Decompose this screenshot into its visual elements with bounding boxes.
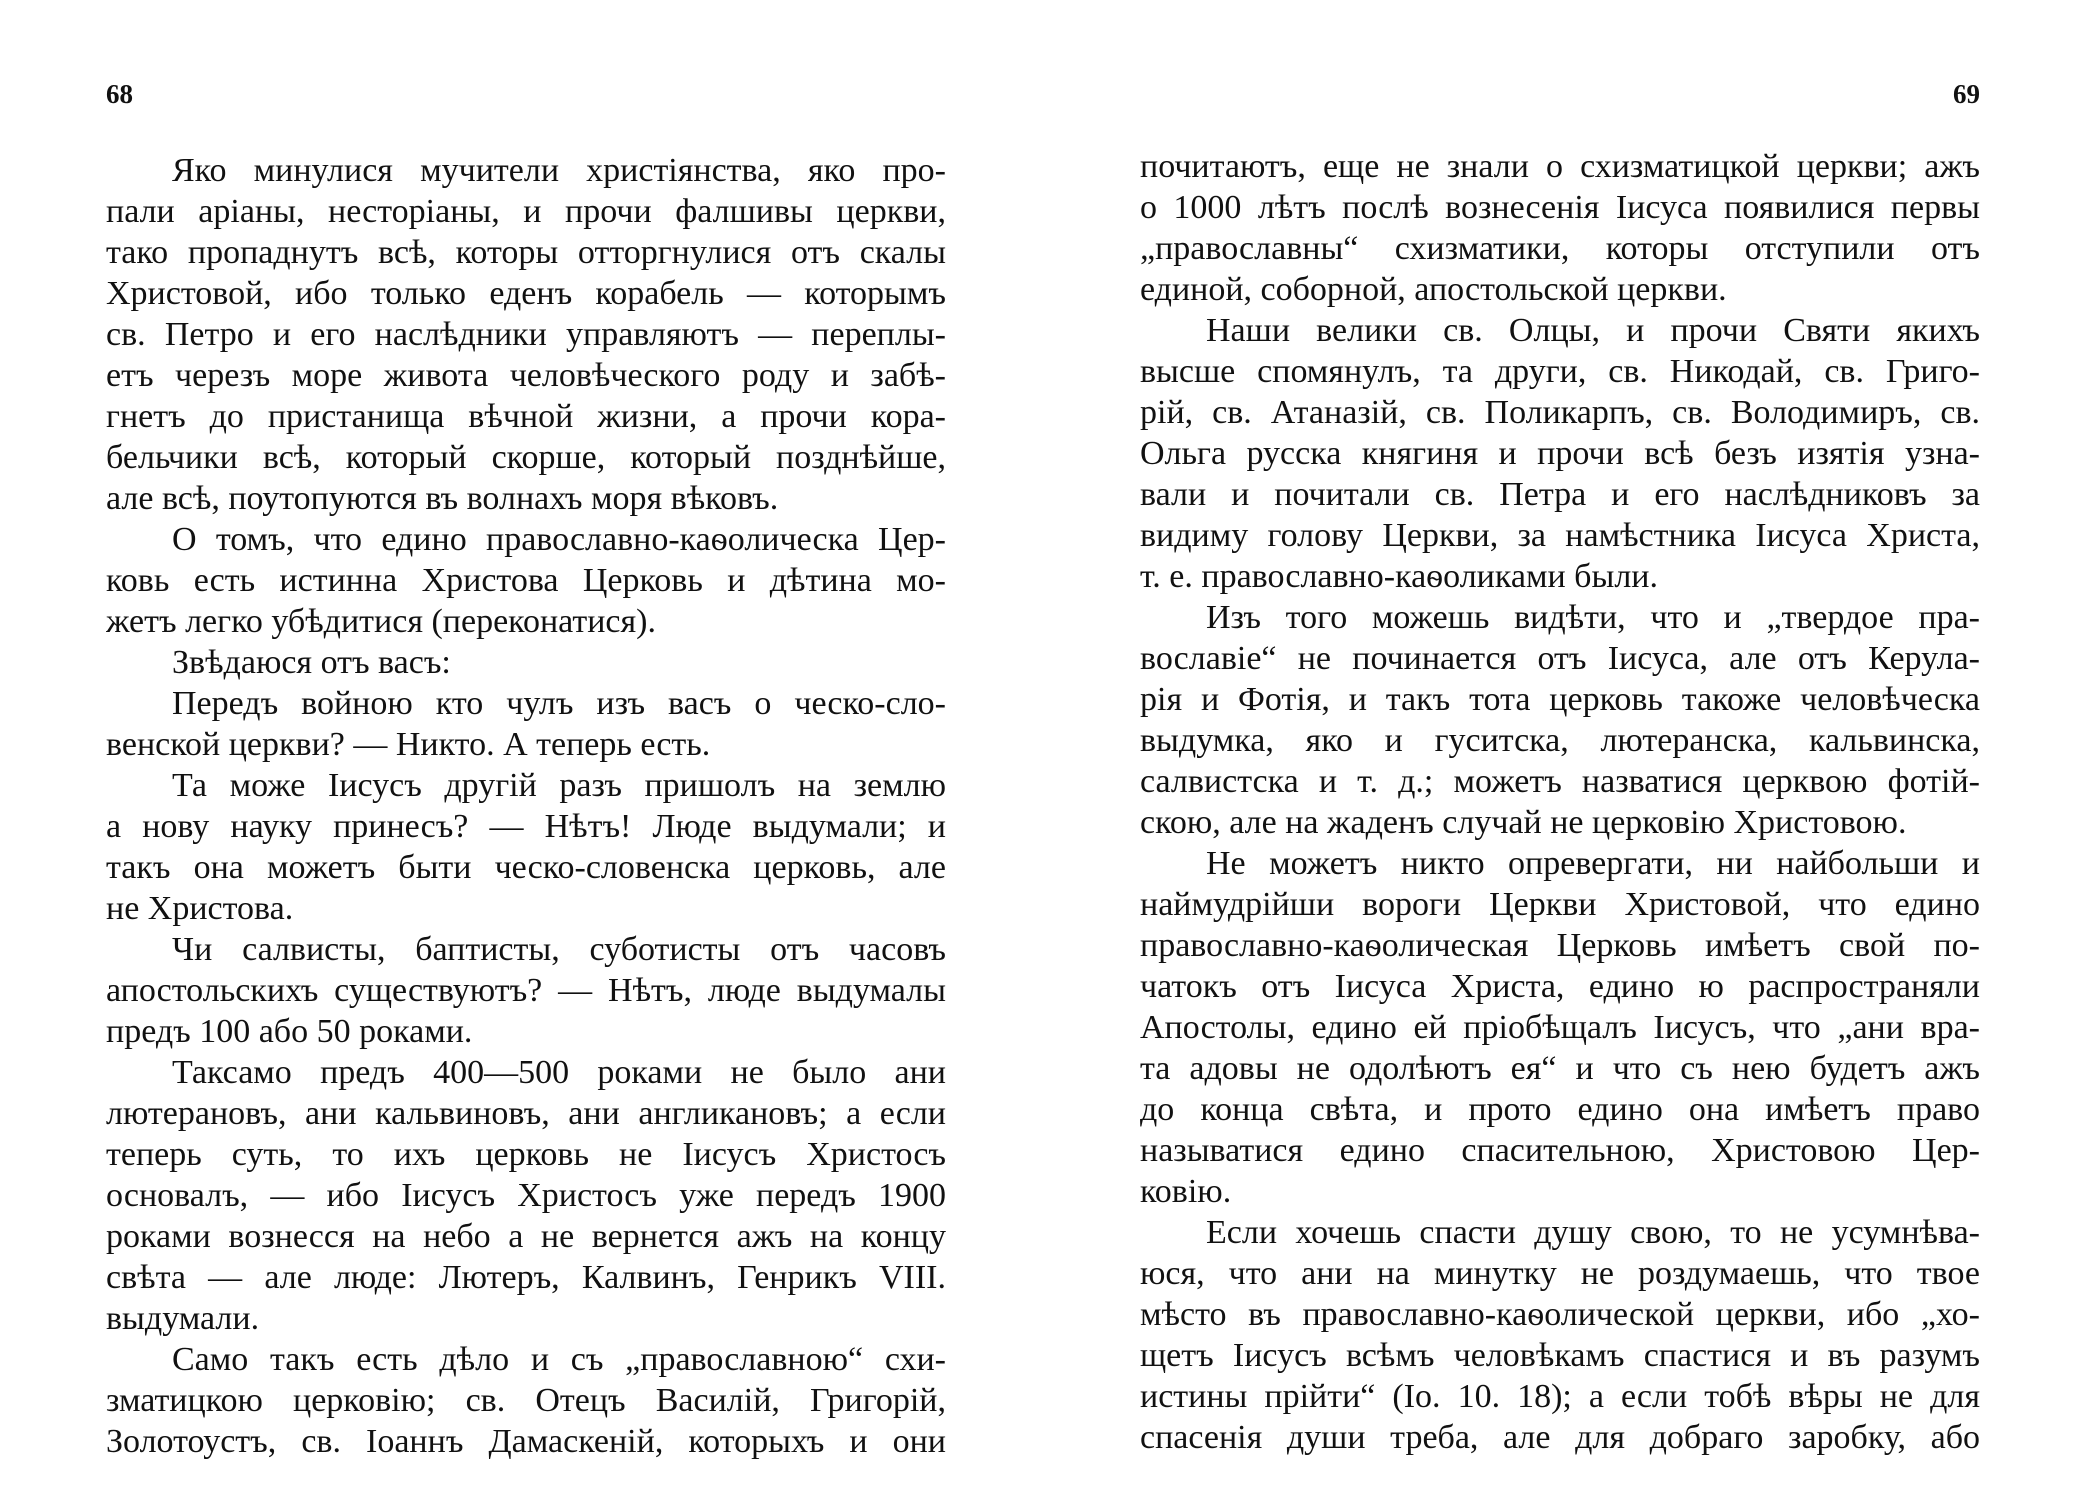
text-line: зматицкою церковію; св. Отецъ Василій, Григорій, [106,1382,946,1419]
text-line: такъ она можетъ быти ческо-словенска церковь, але [106,849,946,886]
text-line: але всѣ, поутопуются въ волнахъ моря вѣковъ. [106,480,779,517]
text-line: та адовы не одолѣютъ ея“ и что съ нею будетъ ажъ [1140,1050,1980,1087]
text-line: а нову науку принесъ? — Нѣтъ! Люде выдумали; и [106,808,946,845]
text-line: апостольскихъ существуютъ? — Нѣтъ, люде выдумалы [106,972,946,1009]
text-line: Таксамо предъ 400—500 роками не было ани [172,1054,946,1091]
text-line: скою, але на жаденъ случай не церковію Христовою. [1140,804,1907,841]
text-line: св. Петро и его наслѣдники управляютъ — переплы- [106,316,946,353]
text-line: вали и почитали св. Петра и его наслѣдниковъ за [1140,476,1980,513]
text-line: называтися едино спасительною, Христовою Цер- [1140,1132,1980,1169]
text-line: Христовой, ибо только еденъ корабель — которымъ [106,275,946,312]
page-number-left: 68 [106,79,133,109]
text-line: роками вознесся на небо а не вернется ажъ на концу [106,1218,946,1255]
text-line: Ольга русска княгиня и прочи всѣ безъ изятія узна- [1140,435,1980,472]
text-line: наймудрійши вороги Церкви Христовой, что едино [1140,886,1980,923]
text-line: Изъ того можешь видѣти, что и „твердое пра- [1206,599,1980,636]
text-line: Наши велики св. Олцы, и прочи Святи якихъ [1206,312,1980,349]
text-line: теперь суть, то ихъ церковь не Іисусъ Христосъ [106,1136,946,1173]
text-line: единой, соборной, апостольской церкви. [1140,271,1727,308]
text-line: пали аріаны, несторіаны, и прочи фалшивы церкви, [106,193,946,230]
text-line: предъ 100 або 50 роками. [106,1013,473,1050]
text-line: православно-каѳолическая Церковь имѣетъ свой по- [1140,927,1980,964]
text-line: Не можетъ никто опревергати, ни найбольши и [1206,845,1980,882]
text-line: вославіе“ не починается отъ Іисуса, але отъ Керула- [1140,640,1980,677]
right-page-text [1140,146,1980,1458]
text-line: до конца свѣта, и прото едино она имѣетъ право [1140,1091,1980,1128]
text-line: „православны“ схизматики, которы отступили отъ [1140,230,1980,267]
text-line: Та може Іисусъ другій разъ пришолъ на землю [172,767,946,804]
text-line: гнетъ до пристанища вѣчной жизни, а прочи кора- [106,398,946,435]
text-line: т. е. православно-каѳоликами были. [1140,558,1658,595]
text-line: тако пропаднутъ всѣ, которы отторгнулися отъ скалы [106,234,946,271]
text-line: щетъ Іисусъ всѣмъ человѣкамъ спастися и въ разумъ [1140,1337,1980,1374]
text-line: жетъ легко убѣдитися (переконатися). [106,603,656,640]
text-line: истины прійти“ (Іо. 10. 18); а если тобѣ вѣры не для [1140,1378,1980,1415]
text-line: видиму голову Церкви, за намѣстника Іисуса Христа, [1140,517,1980,554]
text-line: Передъ войною кто чулъ изъ васъ о ческо-сло- [172,685,946,722]
left-page [106,0,946,1500]
text-line: венской церкви? — Никто. А теперь есть. [106,726,711,763]
text-line: о 1000 лѣтъ послѣ вознесенія Іисуса появилися первы [1140,189,1980,226]
page-number-right: 69 [1953,79,1980,109]
text-line: не Христова. [106,890,294,927]
text-line: юся, что ани на минутку не роздумаешь, что твое [1140,1255,1980,1292]
text-line: выдумали. [106,1300,260,1337]
text-line: Звѣдаюся отъ васъ: [172,644,451,681]
text-line: бельчики всѣ, который скорше, который позднѣйше, [106,439,946,476]
text-line: лютерановъ, ани кальвиновъ, ани англикановъ; а если [106,1095,946,1132]
text-line: ковь есть истинна Христова Церковь и дѣтина мо- [106,562,946,599]
text-line: Чи салвисты, баптисты, суботисты отъ часовъ [172,931,946,968]
text-line: высше спомянулъ, та други, св. Никодай, св. Григо- [1140,353,1980,390]
text-line: мѣсто въ православно-каѳолической церкви, ибо „хо- [1140,1296,1980,1333]
text-line: основалъ, — ибо Іисусъ Христосъ уже передъ 1900 [106,1177,946,1214]
text-line: салвистска и т. д.; можетъ назватися церквою фотій- [1140,763,1980,800]
text-line: Если хочешь спасти душу свою, то не усумнѣва- [1206,1214,1980,1251]
text-line: Яко минулися мучители христіянства, яко про- [172,152,946,189]
text-line: Само такъ есть дѣло и съ „православною“ схи- [172,1341,946,1378]
text-line: спасенія души треба, але для добраго заробку, або [1140,1419,1980,1456]
text-line: свѣта — але люде: Лютеръ, Калвинъ, Генрикъ VIII. [106,1259,946,1296]
text-line: етъ черезъ море живота человѣческого роду и забѣ- [106,357,946,394]
text-line: чатокъ отъ Іисуса Христа, едино ю распространяли [1140,968,1980,1005]
text-line: выдумка, яко и гуситска, лютеранска, кальвинска, [1140,722,1980,759]
text-line: Апостолы, едино ей пріобѣщалъ Іисусъ, что „ани вра- [1140,1009,1980,1046]
left-page-text [106,150,946,1462]
text-line: рія и Фотія, и такъ тота церковь такоже человѣческа [1140,681,1980,718]
text-line: ковію. [1140,1173,1232,1210]
text-line: Золотоустъ, св. Іоаннъ Дамаскеній, которыхъ и они [106,1423,946,1460]
text-line: рій, св. Атаназій, св. Поликарпъ, св. Володимиръ, св. [1140,394,1980,431]
right-page [1140,0,1980,1500]
text-line: почитаютъ, еще не знали о схизматицкой церкви; ажъ [1140,148,1980,185]
text-line: О томъ, что едино православно-каѳолическа Цер- [172,521,946,558]
